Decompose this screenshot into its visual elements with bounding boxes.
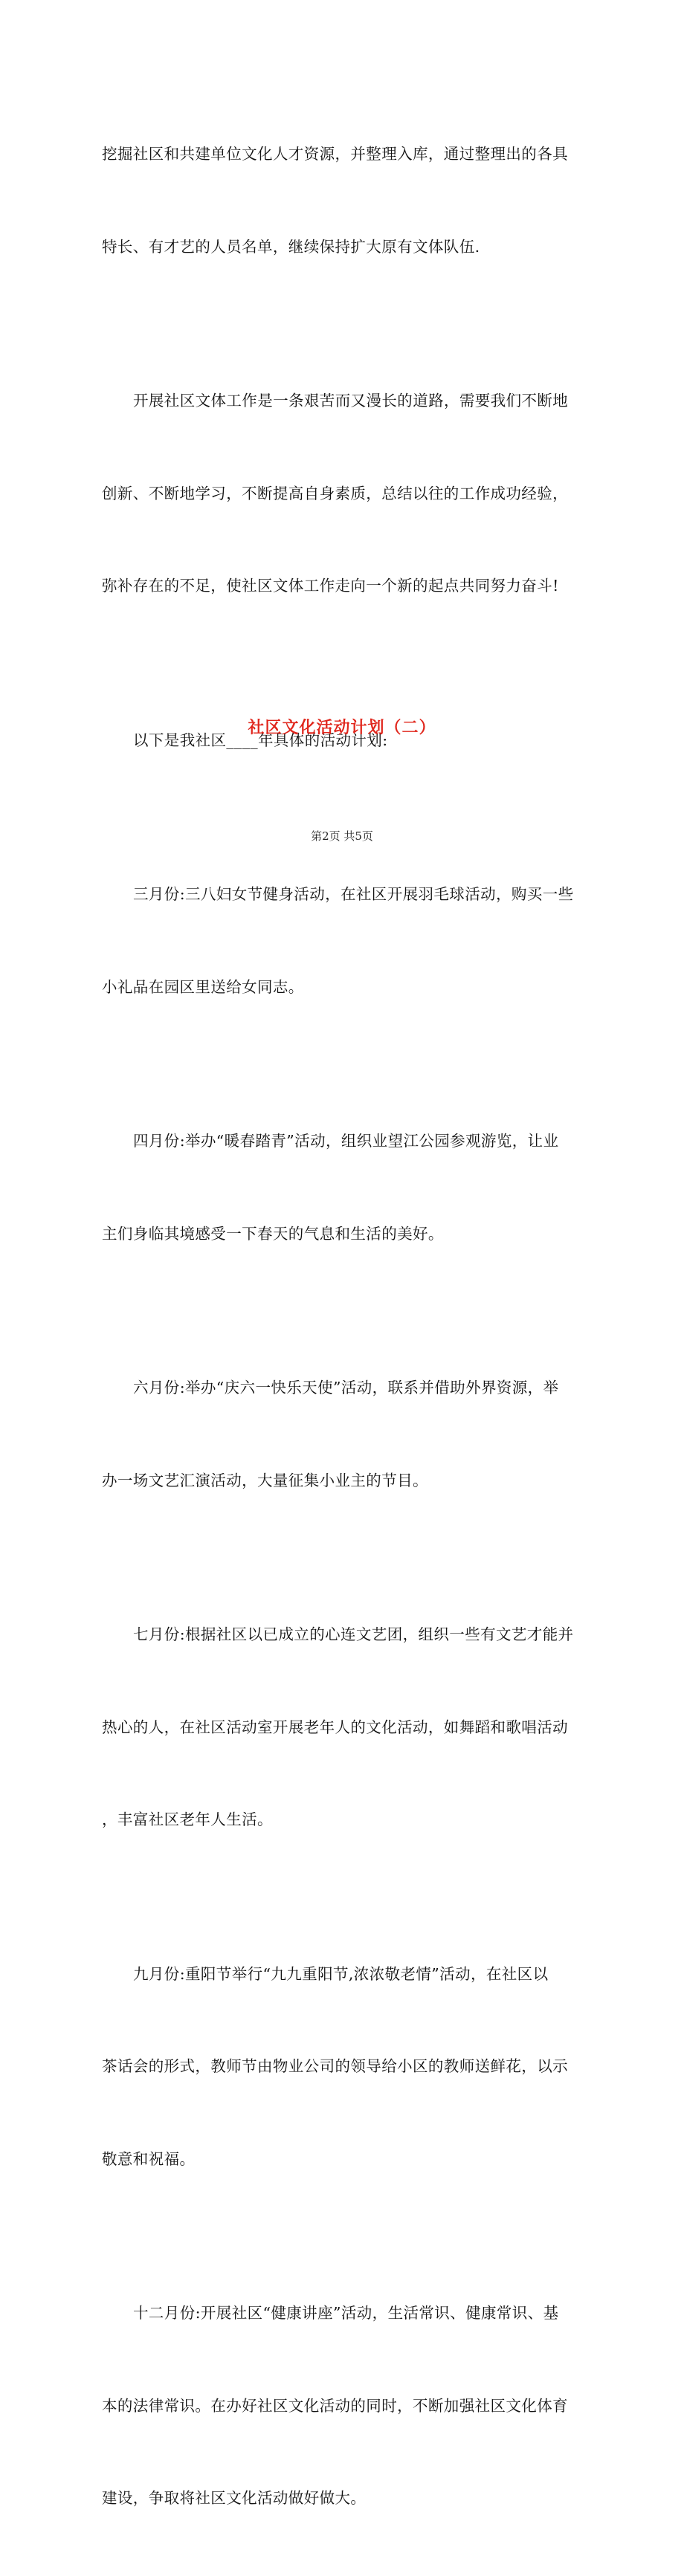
paragraph-talent-resources: [102, 77, 585, 324]
paragraph-plan-intro: [102, 664, 585, 818]
text-line: 创新、不断地学习，不断提高自身素质，总结以往的工作成功经验，: [102, 484, 568, 502]
paragraph-july: [102, 1558, 585, 1897]
text-line: 建设，争取将社区文化活动做好做大。: [102, 2489, 367, 2507]
paragraph-april: [102, 1064, 585, 1311]
text-line: 四月份:举办“暖春踏青”活动，组织业望江公园参观游览，让业: [133, 1132, 559, 1150]
paragraph-march: [102, 818, 585, 1064]
text-line: 主们身临其境感受一下春天的气息和生活的美好。: [102, 1224, 444, 1243]
paragraph-june: [102, 1311, 585, 1558]
paragraph-september: [102, 1897, 585, 2237]
paragraph-december: [102, 2236, 585, 2576]
text-line: 六月份:举办“庆六一快乐天使”活动，联系并借助外界资源，举: [133, 1379, 559, 1397]
text-line: 热心的人，在社区活动室开展老年人的文化活动，如舞蹈和歌唱活动: [102, 1718, 568, 1736]
text-line: 小礼品在园区里送给女同志。: [102, 977, 304, 996]
text-line: 办一场文艺汇演活动，大量征集小业主的节目。: [102, 1471, 428, 1489]
text-line: 茶话会的形式，教师节由物业公司的领导给小区的教师送鲜花，以示: [102, 2057, 568, 2075]
text-line: 七月份:根据社区以已成立的心连文艺团，组织一些有文艺才能并: [133, 1625, 574, 1643]
text-line: 挖掘社区和共建单位文化人才资源，并整理入库，通过整理出的各具: [102, 145, 568, 163]
text-line: 三月份:三八妇女节健身活动，在社区开展羽毛球活动，购买一些: [133, 885, 574, 903]
paragraph-work-summary: [102, 324, 585, 664]
text-line: 敬意和祝福。: [102, 2149, 196, 2168]
page-number-footer: 第2页 共5页: [311, 829, 373, 843]
text-line: 特长、有才艺的人员名单，继续保持扩大原有文体队伍.: [102, 237, 480, 256]
document-body: [102, 77, 585, 2576]
text-line: ，丰富社区老年人生活。: [102, 1810, 273, 1828]
text-line: 开展社区文体工作是一条艰苦而又漫长的道路，需要我们不断地: [133, 392, 569, 410]
text-line: 十二月份:开展社区“健康讲座”活动，生活常识、健康常识、基: [133, 2304, 559, 2322]
section-title: 社区文化活动计划（二）: [248, 718, 436, 737]
text-line: 以下是我社区____年具体的活动计划:: [133, 731, 388, 749]
text-line: 本的法律常识。在办好社区文化活动的同时，不断加强社区文化体育: [102, 2396, 568, 2415]
text-line: 九月份:重阳节举行“九九重阳节,浓浓敬老情”活动，在社区以: [133, 1964, 549, 1983]
text-line: 弥补存在的不足，使社区文体工作走向一个新的起点共同努力奋斗!: [102, 577, 559, 595]
